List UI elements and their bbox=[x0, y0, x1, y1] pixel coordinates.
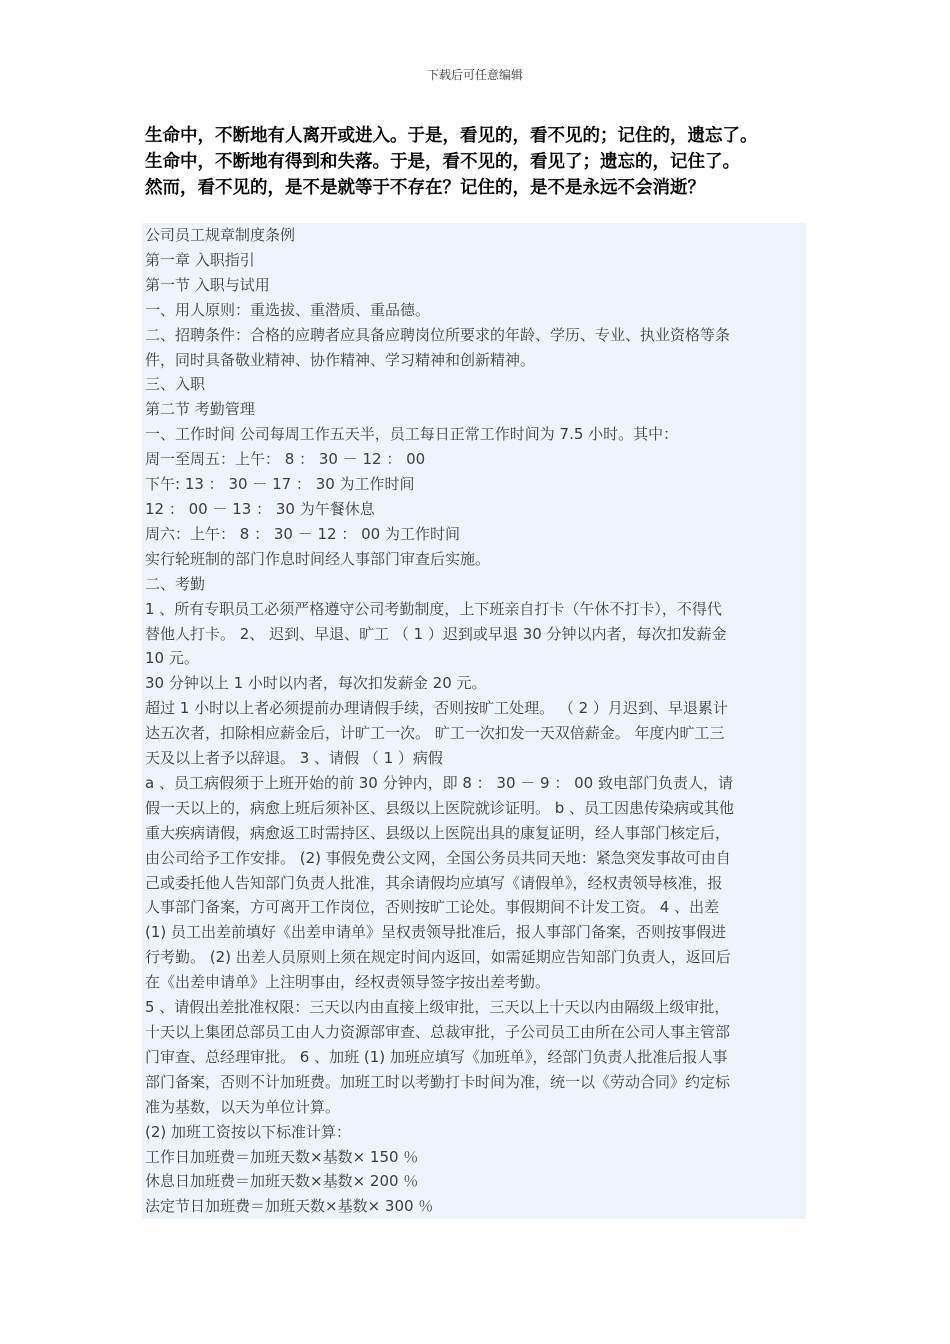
content-line: 在《出差申请单》上注明事由，经权责领导签字按出差考勤。 bbox=[145, 973, 551, 992]
content-line: 部门备案，否则不计加班费。加班工时以考勤打卡时间为准，统一以《劳动合同》约定标 bbox=[145, 1072, 731, 1091]
content-line: 二、考勤 bbox=[145, 574, 206, 593]
content-line: 实行轮班制的部门作息时间经人事部门审查后实施。 bbox=[145, 549, 491, 568]
content-line: 人事部门备案，方可离开工作岗位，否则按旷工论处。事假期间不计发工资。 4 、出差 bbox=[145, 898, 720, 917]
intro-line: 然而，看不见的，是不是就等于不存在？记住的，是不是永远不会消逝？ bbox=[145, 178, 705, 198]
content-line: 5 、请假出差批准权限：三天以内由直接上级审批，三天以上十天以内由隔级上级审批， bbox=[145, 998, 730, 1017]
intro-paragraph bbox=[145, 123, 825, 201]
content-line: 12 ： 00 － 13 ： 30 为午餐休息 bbox=[145, 499, 375, 518]
content-line: 一、工作时间 公司每周工作五天半，员工每日正常工作时间为 7.5 小时。其中： bbox=[145, 425, 679, 444]
content-line: 己或委托他人告知部门负责人批准，其余请假均应填写《请假单》，经权责领导核准，报 bbox=[145, 873, 723, 892]
regulations-content bbox=[142, 223, 806, 1219]
content-line: 十天以上集团总部员工由人力资源部审查、总裁审批，子公司员工由所在公司人事主管部 bbox=[145, 1023, 731, 1041]
content-line: 下午: 13 ： 30 － 17 ： 30 为工作时间 bbox=[145, 475, 415, 494]
content-line: 准为基数，以天为单位计算。 bbox=[145, 1097, 341, 1116]
intro-line: 生命中，不断地有得到和失落。于是，看不见的，看见了；遗忘的，记住了。 bbox=[145, 152, 740, 172]
content-line: 行考勤。 (2) 出差人员原则上须在规定时间内返回，如需延期应告知部门负责人，返回后 bbox=[145, 948, 731, 967]
content-line: 由公司给予工作安排。 (2) 事假免费公文网，全国公务员共同天地：紧急突发事故可由自 bbox=[145, 848, 731, 867]
content-line: 工作日加班费＝加班天数×基数× 150 ％ bbox=[145, 1147, 419, 1166]
content-line: 第一节 入职与试用 bbox=[145, 275, 270, 294]
content-line: 第二节 考勤管理 bbox=[145, 400, 255, 419]
content-line: 三、入职 bbox=[145, 375, 206, 394]
content-line: 周一至周五：上午： 8 ： 30 － 12 ： 00 bbox=[145, 450, 426, 469]
content-line: 件，同时具备敬业精神、协作精神、学习精神和创新精神。 bbox=[145, 350, 536, 369]
content-line: 假一天以上的，病愈上班后须补区、县级以上医院就诊证明。 b 、员工因患传染病或其他 bbox=[145, 798, 735, 817]
content-line: 1 、所有专职员工必须严格遵守公司考勤制度，上下班亲自打卡（午休不打卡），不得代 bbox=[145, 599, 722, 618]
content-line: 第一章 入职指引 bbox=[145, 250, 255, 269]
document-title: 公司员工规章制度条例 bbox=[145, 226, 296, 244]
content-line: 二、招聘条件：合格的应聘者应具备应聘岗位所要求的年龄、学历、专业、执业资格等条 bbox=[145, 325, 731, 344]
content-line: 一、用人原则：重选拔、重潜质、重品德。 bbox=[145, 300, 431, 319]
intro-line: 生命中，不断地有人离开或进入。于是，看见的，看不见的；记住的，遗忘了。 bbox=[145, 126, 758, 146]
page-header: 下载后可任意编辑 bbox=[426, 68, 523, 82]
content-line: 天及以上者予以辞退。 3 、请假 （ 1 ）病假 bbox=[145, 749, 443, 768]
content-line: 替他人打卡。 2、 迟到、早退、旷工 （ 1 ）迟到或早退 30 分钟以内者，每次扣发薪金 bbox=[145, 624, 727, 643]
content-line: 重大疾病请假，病愈返工时需持区、县级以上医院出具的康复证明，经人事部门核定后， bbox=[145, 823, 731, 842]
content-line: 10 元。 bbox=[145, 649, 199, 668]
content-line: (2) 加班工资按以下标准计算： bbox=[145, 1122, 352, 1141]
content-line: 法定节日加班费＝加班天数×基数× 300 ％ bbox=[145, 1197, 434, 1216]
content-line: 30 分钟以上 1 小时以内者，每次扣发薪金 20 元。 bbox=[145, 674, 487, 693]
content-line: 休息日加班费＝加班天数×基数× 200 ％ bbox=[145, 1172, 419, 1191]
content-line: 门审查、总经理审批。 6 、加班 (1) 加班应填写《加班单》，经部门负责人批准后报人事 bbox=[145, 1047, 728, 1066]
content-line: 周六：上午： 8 ： 30 － 12 ： 00 为工作时间 bbox=[145, 524, 460, 543]
content-line: 达五次者，扣除相应薪金后，计旷工一次。 旷工一次扣发一天双倍薪金。 年度内旷工三 bbox=[145, 724, 725, 743]
content-line: a 、员工病假须于上班开始的前 30 分钟内，即 8 ： 30 － 9 ： 00 致电部门负责人，请 bbox=[145, 773, 733, 792]
content-line: (1) 员工出差前填好《出差申请单》呈权责领导批准后，报人事部门备案，否则按事假进 bbox=[145, 923, 727, 942]
content-line: 超过 1 小时以上者必须提前办理请假手续，否则按旷工处理。 （ 2 ）月迟到、早退累计 bbox=[145, 699, 728, 718]
